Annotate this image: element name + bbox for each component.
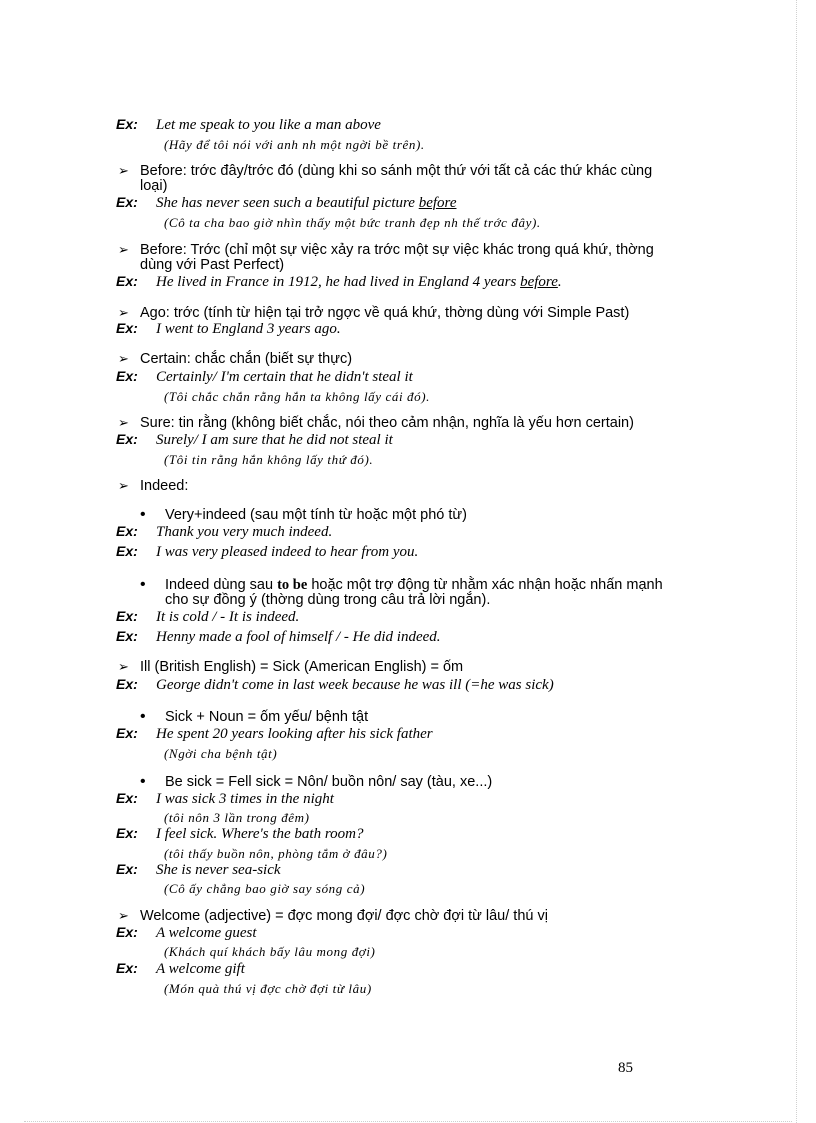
translation-sick-2: (tôi thấy buồn nôn, phòng tắm ở đâu?) bbox=[164, 846, 388, 861]
example-indeed-2: Ex: I was very pleased indeed to hear from you. bbox=[116, 543, 419, 560]
bullet-icon: • bbox=[140, 708, 146, 725]
heading-before-1: ➢ Before: trớc đây/trớc đó (dùng khi so sánh một thứ với tất cả các thứ khác cùng bbox=[118, 163, 653, 179]
example-sick-3: Ex: She is never sea-sick bbox=[116, 861, 281, 878]
translation-above: (Hãy để tôi nói với anh nh một ngời bề trên). bbox=[164, 137, 425, 152]
arrow-icon: ➢ bbox=[118, 478, 129, 493]
heading-ill: ➢ Ill (British English) = Sick (American English) = ốm bbox=[118, 659, 464, 675]
heading-before-1-cont: loại) bbox=[140, 178, 168, 194]
translation-welcome-1: (Khách quí khách bấy lâu mong đợi) bbox=[164, 944, 376, 959]
example-indeed-1: Ex: Thank you very much indeed. bbox=[116, 523, 333, 540]
example-welcome-1: Ex: A welcome guest bbox=[116, 924, 257, 941]
heading-certain: ➢ Certain: chắc chắn (biết sự thực) bbox=[118, 351, 353, 367]
translation-welcome-2: (Món quà thú vị đợc chờ đợi từ lâu) bbox=[164, 981, 372, 996]
bullet-icon: • bbox=[140, 773, 146, 790]
example-before-1: Ex: She has never seen such a beautiful picture before bbox=[116, 194, 457, 211]
translation-sick-1: (tôi nôn 3 lần trong đêm) bbox=[164, 810, 310, 825]
example-indeed-3: Ex: It is cold / - It is indeed. bbox=[116, 608, 300, 625]
bullet-indeed-tobe-cont: cho sự đồng ý (thờng dùng trong câu trả lời ngắn). bbox=[165, 592, 491, 608]
bullet-icon: • bbox=[140, 576, 146, 593]
example-certain: Ex: Certainly/ I'm certain that he didn't steal it bbox=[116, 368, 413, 385]
page-number: 85 bbox=[618, 1060, 633, 1076]
footer-rule bbox=[24, 1121, 792, 1122]
arrow-icon: ➢ bbox=[118, 242, 129, 257]
heading-sure: ➢ Sure: tin rằng (không biết chắc, nói theo cảm nhận, nghĩa là yếu hơn certain) bbox=[118, 415, 634, 431]
example-sick-1: Ex: I was sick 3 times in the night bbox=[116, 790, 334, 807]
heading-indeed: ➢ Indeed: bbox=[118, 478, 189, 494]
bullet-icon: • bbox=[140, 506, 146, 523]
arrow-icon: ➢ bbox=[118, 908, 129, 923]
translation-before-1: (Cô ta cha bao giờ nhìn thấy một bức tranh đẹp nh thế trớc đây). bbox=[164, 215, 541, 230]
page-edge-line bbox=[796, 0, 797, 1123]
translation-certain: (Tôi chắc chắn rằng hắn ta không lấy cái đó). bbox=[164, 389, 431, 404]
arrow-icon: ➢ bbox=[118, 163, 129, 178]
arrow-icon: ➢ bbox=[118, 351, 129, 366]
example-indeed-4: Ex: Henny made a fool of himself / - He did indeed. bbox=[116, 628, 441, 645]
example-sure: Ex: Surely/ I am sure that he did not steal it bbox=[116, 431, 393, 448]
example-sick-noun: Ex: He spent 20 years looking after his sick father bbox=[116, 725, 433, 742]
arrow-icon: ➢ bbox=[118, 305, 129, 320]
bullet-indeed-tobe: • Indeed dùng sau to be hoặc một trợ động từ nhằm xác nhận hoặc nhấn mạnh bbox=[140, 576, 663, 593]
example-above: Ex: Let me speak to you like a man above bbox=[116, 116, 381, 133]
example-sick-2: Ex: I feel sick. Where's the bath room? bbox=[116, 825, 364, 842]
bullet-sick-noun: • Sick + Noun = ốm yếu/ bệnh tật bbox=[140, 708, 369, 725]
heading-welcome: ➢ Welcome (adjective) = đợc mong đợi/ đợc chờ đợi từ lâu/ thú vị bbox=[118, 908, 548, 924]
example-before-2: Ex: He lived in France in 1912, he had lived in England 4 years before. bbox=[116, 273, 562, 290]
example-ill: Ex: George didn't come in last week because he was ill (=he was sick) bbox=[116, 676, 554, 693]
heading-ago: ➢ Ago: trớc (tính từ hiện tại trở ngợc về quá khứ, thờng dùng với Simple Past) bbox=[118, 305, 630, 321]
translation-sick-3: (Cô ấy chẳng bao giờ say sóng cả) bbox=[164, 881, 366, 896]
arrow-icon: ➢ bbox=[118, 415, 129, 430]
example-ago: Ex: I went to England 3 years ago. bbox=[116, 320, 341, 337]
translation-sure: (Tôi tin rằng hắn không lấy thứ đó). bbox=[164, 452, 374, 467]
arrow-icon: ➢ bbox=[118, 659, 129, 674]
bullet-very-indeed: • Very+indeed (sau một tính từ hoặc một phó từ) bbox=[140, 506, 467, 523]
bullet-be-sick: • Be sick = Fell sick = Nôn/ buồn nôn/ say (tàu, xe...) bbox=[140, 773, 493, 790]
heading-before-2: ➢ Before: Trớc (chỉ một sự việc xảy ra trớc một sự việc khác trong quá khứ, thờng bbox=[118, 242, 654, 258]
heading-before-2-cont: dùng với Past Perfect) bbox=[140, 257, 285, 273]
translation-sick-noun: (Ngời cha bệnh tật) bbox=[164, 746, 278, 761]
ex-label: Ex: bbox=[116, 116, 138, 132]
example-welcome-2: Ex: A welcome gift bbox=[116, 960, 245, 977]
